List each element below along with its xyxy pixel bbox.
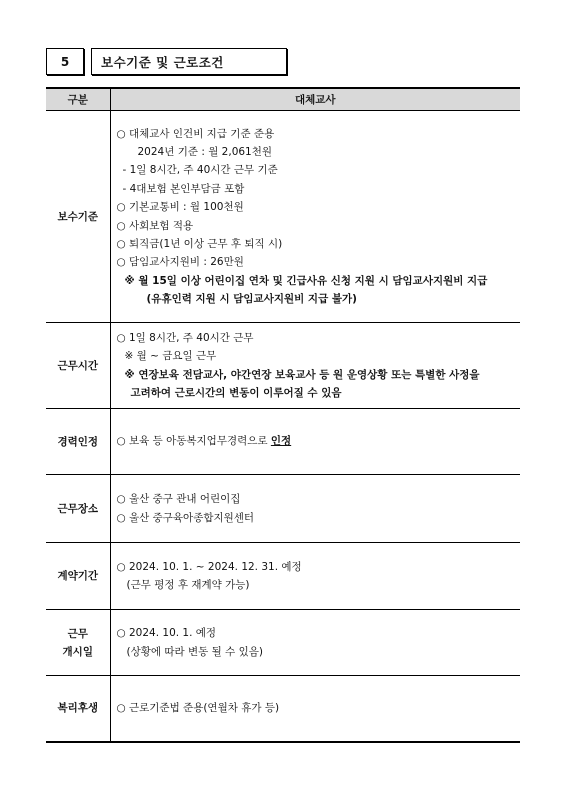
row-content — [110, 610, 520, 676]
row-content — [110, 543, 520, 610]
conditions-table — [46, 87, 520, 743]
row-label: 근무장소 — [46, 475, 110, 543]
content-line: - 1일 8시간, 주 40시간 근무 기준 — [122, 164, 278, 177]
row-label: 근무시간 — [46, 323, 110, 409]
row-welfare — [46, 676, 520, 742]
row-content — [110, 111, 520, 323]
section-number: 5 — [46, 48, 84, 75]
content-line: (상황에 따라 변동 될 수 있음) — [126, 645, 263, 658]
content-line: ○ 2024. 10. 1. 예정 — [116, 627, 217, 640]
row-contract — [46, 543, 520, 610]
content-line: ○ 대체교사 인건비 지급 기준 준용 — [116, 127, 275, 140]
note-line: ※ 월 15일 이상 어린이집 연차 및 긴급사유 신청 지원 시 담임교사지원비 지급 — [124, 274, 488, 287]
content-line: 2024년 기준 : 월 2,061천원 — [137, 145, 273, 158]
career-emphasis: 인정 — [270, 435, 292, 448]
row-content — [110, 409, 520, 475]
content-line: (근무 평정 후 재계약 가능) — [126, 579, 250, 591]
content-line: ○ 울산 중구 관내 어린이집 — [116, 493, 241, 506]
row-label: 계약기간 — [46, 543, 110, 610]
content-line: - 4대보험 본인부담금 포함 — [122, 182, 245, 195]
content-line: ○ 퇴직금(1년 이상 근무 후 퇴직 시) — [116, 237, 283, 250]
table-header-row — [46, 88, 520, 111]
note-line: (유휴인력 지원 시 담임교사지원비 지급 불가) — [146, 293, 357, 306]
row-hours — [46, 323, 520, 409]
row-content — [110, 676, 520, 742]
header-category: 구분 — [46, 88, 110, 111]
label-line: 개시일 — [62, 645, 93, 658]
row-workplace — [46, 475, 520, 543]
row-label: 복리후생 — [46, 676, 110, 742]
row-label — [46, 610, 110, 676]
section-title: 보수기준 및 근로조건 — [91, 48, 287, 75]
note-line: 고려하여 근로시간의 변동이 이루어질 수 있음 — [130, 386, 342, 399]
label-line: 근무 — [67, 627, 88, 640]
row-label: 보수기준 — [46, 111, 110, 323]
row-content — [110, 323, 520, 409]
content-line: ○ 2024. 10. 1. ~ 2024. 12. 31. 예정 — [116, 560, 302, 573]
career-text: ○ 보육 등 아동복지업무경력으로 — [116, 435, 271, 448]
header-substitute-teacher: 대체교사 — [110, 88, 520, 111]
section-header — [46, 48, 287, 75]
note-line: ※ 연장보육 전담교사, 야간연장 보육교사 등 원 운영상황 또는 특별한 사정을 — [124, 368, 480, 381]
content-line: ○ 1일 8시간, 주 40시간 근무 — [116, 331, 254, 344]
content-line: ○ 담임교사지원비 : 26만원 — [116, 256, 244, 269]
row-start — [46, 610, 520, 676]
content-line: ○ 기본교통비 : 월 100천원 — [116, 201, 244, 214]
content-line: ※ 월 ~ 금요일 근무 — [124, 350, 217, 363]
row-career — [46, 409, 520, 475]
content-line: ○ 사회보험 적용 — [116, 219, 194, 232]
row-pay — [46, 111, 520, 323]
content-line: ○ 울산 중구육아종합지원센터 — [116, 511, 255, 524]
row-label: 경력인정 — [46, 409, 110, 475]
content-line — [117, 432, 521, 450]
content-line: ○ 근로기준법 준용(연월차 휴가 등) — [116, 702, 280, 715]
row-content — [110, 475, 520, 543]
